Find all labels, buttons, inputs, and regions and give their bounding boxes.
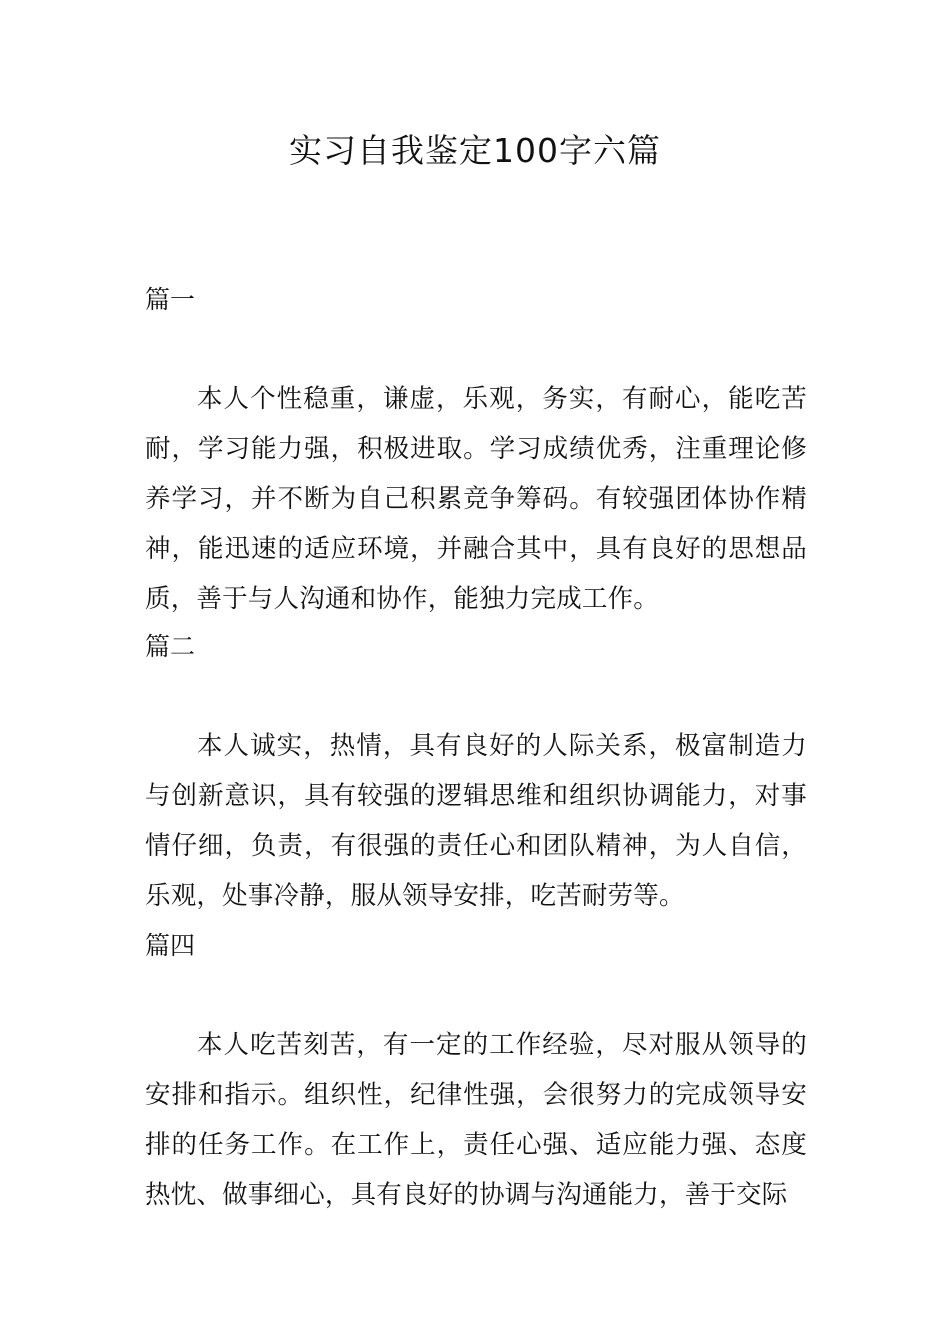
section-heading-1: 篇一 [145,285,196,314]
document-title: 实习自我鉴定100字六篇 [289,131,661,170]
section-paragraph-2: 本人诚实，热情，具有良好的人际关系，极富制造力与创新意识，具有较强的逻辑思维和组织协调能力，对事情仔细，负责，有很强的责任心和团队精神，为人自信，乐观，处事冷静，服从领导安排，吃苦耐劳等。 [145,731,807,911]
section-paragraph-1: 本人个性稳重，谦虚，乐观，务实，有耐心，能吃苦耐，学习能力强，积极进取。学习成绩优秀，注重理论修养学习，并不断为自己积累竞争筹码。有较强团体协作精神，能迅速的适应环境，并融合其中，具有良好的思想品质，善于与人沟通和协作，能独力完成工作。 [145,384,807,614]
section-heading-2: 篇二 [145,632,196,661]
section-paragraph-3: 本人吃苦刻苦，有一定的工作经验，尽对服从领导的安排和指示。组织性，纪律性强，会很努力的完成领导安排的任务工作。在工作上，责任心强、适应能力强、态度热忱、做事细心，具有良好的协调与沟通能力，善于交际 [145,1030,807,1210]
section-heading-3: 篇四 [145,931,196,960]
